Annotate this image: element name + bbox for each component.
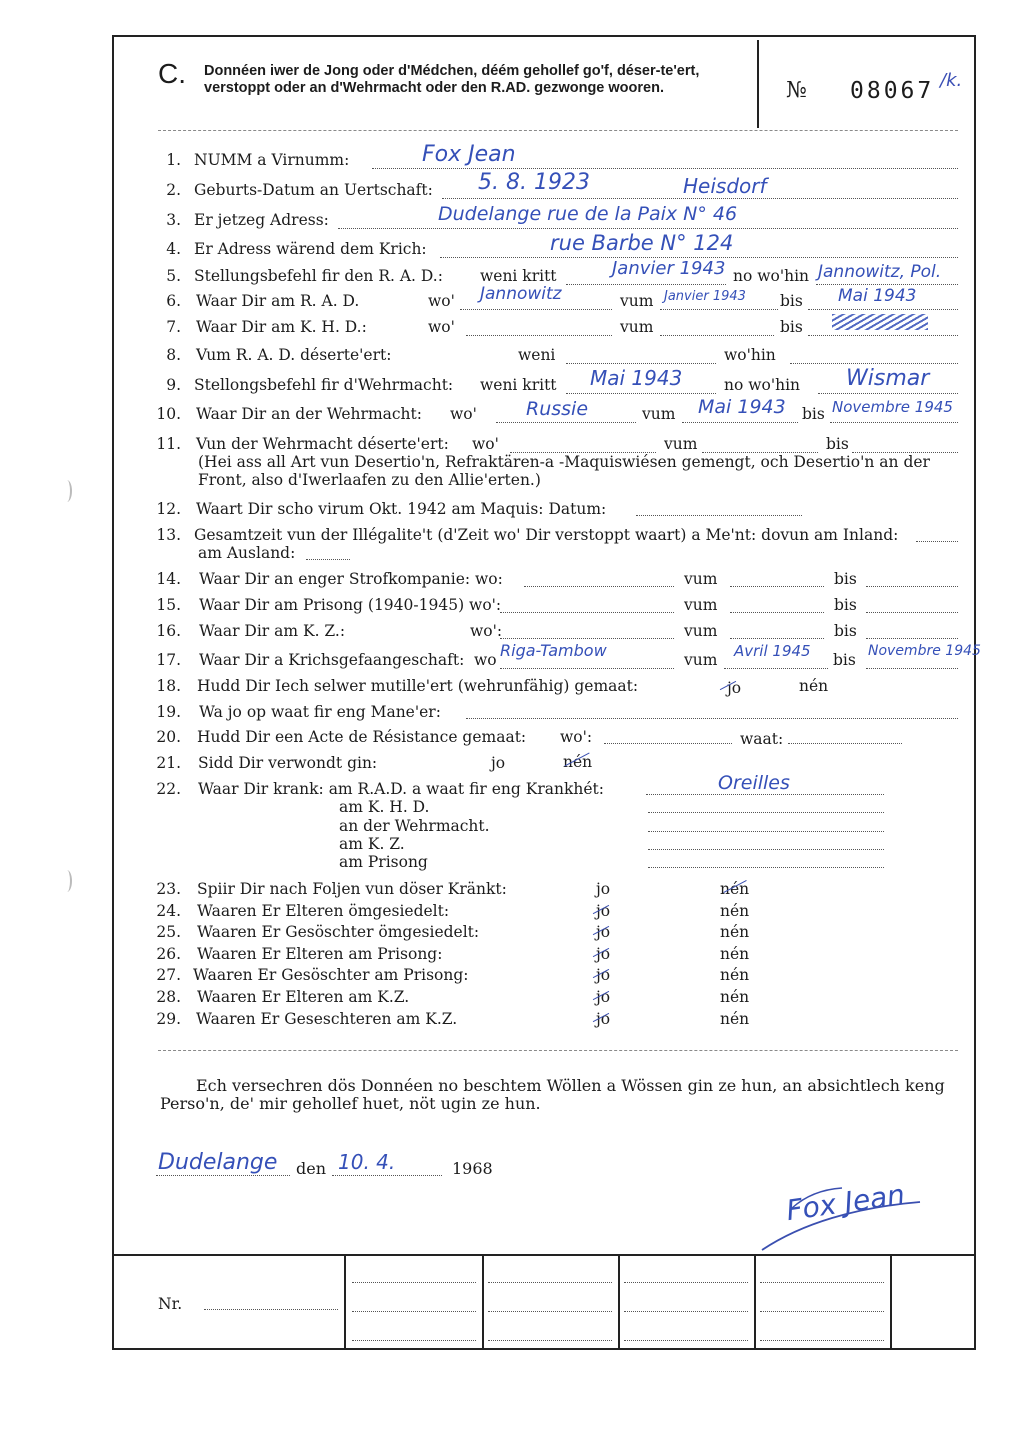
q26-number: 26. [156, 945, 181, 963]
q22-rad-value[interactable]: Oreilles [718, 772, 790, 794]
q26-yes[interactable]: jo [596, 945, 611, 963]
q7-crossed-out-entry [832, 314, 928, 330]
q7-to-label: bis [780, 318, 803, 336]
q7-to-line [808, 335, 958, 336]
q10-to-line [830, 422, 958, 423]
q2-label: Geburts-Datum an Uertschaft: [194, 181, 433, 199]
q8-when-line [566, 363, 716, 364]
form-title: Donnéen iwer de Jong oder d'Médchen, déém gehollef go'f, déser-te'ert, verstoppt oder an d'Wehrmacht oder den R.AD. gezwonge wooren. [204, 63, 700, 96]
q22-khd-line [648, 812, 884, 813]
q6-where-value[interactable]: Jannowitz [480, 284, 562, 304]
q25-label: Waaren Er Gesöschter ömgesiedelt: [197, 923, 480, 941]
q5-when-line [566, 284, 726, 285]
q24-yes[interactable]: jo [596, 902, 611, 920]
q17-where-label: wo [474, 651, 497, 669]
q28-label: Waaren Er Elteren am K.Z. [197, 988, 410, 1006]
q7-label: Waar Dir am K. H. D.: [196, 318, 367, 336]
section-letter: C. [158, 58, 186, 89]
footer-cell-3-line-2 [624, 1311, 748, 1312]
q16-where-label: wo': [470, 622, 503, 640]
q1-number: 1. [166, 151, 181, 169]
q14-number: 14. [156, 570, 181, 588]
q22-wehrmacht-label: an der Wehrmacht. [339, 817, 490, 835]
q28-yes[interactable]: jo [596, 988, 611, 1006]
q22-kz-line [648, 849, 884, 850]
date-year: 1968 [452, 1159, 493, 1178]
q11-number: 11. [156, 435, 181, 453]
q19-number: 19. [156, 703, 181, 721]
q16-to-line [866, 638, 958, 639]
q5-where-label: no wo'hin [733, 267, 810, 285]
q19-label: Wa jo op waat fir eng Mane'er: [199, 703, 441, 721]
q24-number: 24. [156, 902, 181, 920]
q20-what-line [788, 743, 902, 744]
q4-value[interactable]: rue Barbe N° 124 [550, 231, 734, 255]
q5-label: Stellungsbefehl fir den R. A. D.: [194, 267, 443, 285]
footer-divider-4 [754, 1256, 756, 1348]
q16-from-label: vum [684, 622, 718, 640]
q14-where-line [524, 586, 674, 587]
q22-prisong-line [648, 867, 884, 868]
q9-where-line [818, 393, 958, 394]
q27-number: 27. [156, 966, 181, 984]
questions-end-rule [158, 1050, 958, 1051]
q13-number: 13. [156, 526, 181, 544]
signature[interactable]: Fox Jean [784, 1177, 907, 1228]
footer-cell-2-line-2 [488, 1311, 612, 1312]
footer-cell-3-line-3 [624, 1340, 748, 1341]
q10-from-label: vum [642, 405, 676, 423]
q21-yes[interactable]: jo [491, 754, 506, 772]
q25-number: 25. [156, 923, 181, 941]
q10-from-value[interactable]: Mai 1943 [698, 396, 786, 418]
form-number: 08067 [850, 78, 935, 104]
q6-to-label: bis [780, 292, 803, 310]
q6-from-value[interactable]: Janvier 1943 [664, 289, 746, 304]
q10-where-value[interactable]: Russie [526, 398, 589, 420]
q17-from-line [724, 668, 828, 669]
q10-where-label: wo' [450, 405, 477, 423]
q10-to-label: bis [802, 405, 825, 423]
q16-label: Waar Dir am K. Z.: [199, 622, 346, 640]
q21-no[interactable]: nén [563, 753, 593, 771]
q29-no[interactable]: nén [720, 1010, 750, 1028]
q10-to-value[interactable]: Novembre 1945 [832, 398, 953, 416]
q20-what-label: waat: [740, 730, 784, 748]
q15-label: Waar Dir am Prisong (1940-1945) wo': [199, 596, 502, 614]
q3-number: 3. [166, 211, 181, 229]
q29-yes[interactable]: jo [596, 1010, 611, 1028]
q5-where-value[interactable]: Jannowitz, Pol. [818, 262, 942, 282]
q15-to-label: bis [834, 596, 857, 614]
q26-label: Waaren Er Elteren am Prisong: [197, 945, 443, 963]
q11-note-line1: (Hei ass all Art vun Desertio'n, Refraktären-a -Maquiswiésen gemengt, och Desertio'n an der [198, 453, 930, 471]
q17-to-value[interactable]: Novembre 1945 [868, 643, 981, 659]
q15-from-line [730, 612, 824, 613]
q6-to-value[interactable]: Mai 1943 [838, 286, 917, 306]
q11-where-label: wo' [472, 435, 499, 453]
q3-label: Er jetzeg Adress: [194, 211, 329, 229]
footer-nr-label: Nr. [158, 1295, 183, 1313]
q22-number: 22. [156, 780, 181, 798]
footer-cell-2-line-3 [488, 1340, 612, 1341]
q9-where-value[interactable]: Wismar [846, 366, 930, 391]
q22-khd-label: am K. H. D. [339, 798, 430, 816]
q25-yes[interactable]: jo [596, 923, 611, 941]
number-sign: № [786, 78, 807, 103]
q4-label: Er Adress wärend dem Krich: [194, 240, 427, 258]
q28-number: 28. [156, 988, 181, 1006]
q17-where-value[interactable]: Riga-Tambow [500, 641, 607, 660]
q6-label: Waar Dir am R. A. D. [196, 292, 360, 310]
q6-to-line [808, 309, 958, 310]
q5-number: 5. [166, 267, 181, 285]
punch-hole-1 [62, 480, 72, 502]
q2-place[interactable]: Heisdorf [683, 174, 767, 198]
q14-from-label: vum [684, 570, 718, 588]
q1-line [372, 168, 958, 169]
q8-when-label: weni [518, 346, 556, 364]
q17-where-line [500, 668, 674, 669]
q1-label: NUMM a Virnumm: [194, 151, 350, 169]
q12-number: 12. [156, 500, 181, 518]
q22-rad-line [646, 794, 884, 795]
q27-label: Waaren Er Gesöschter am Prisong: [193, 966, 469, 984]
signature-flourish [752, 1177, 928, 1260]
q3-value[interactable]: Dudelange rue de la Paix N° 46 [438, 203, 738, 225]
q14-label: Waar Dir an enger Strofkompanie: wo: [199, 570, 503, 588]
q11-label: Vun der Wehrmacht déserte'ert: [196, 435, 449, 453]
q11-note-line2: Front, also d'Iwerlaafen zu den Allie'erten.) [198, 471, 541, 489]
q18-number: 18. [156, 677, 181, 695]
q13-abroad-label: am Ausland: [198, 544, 296, 562]
q2-number: 2. [166, 181, 181, 199]
q2-date[interactable]: 5. 8. 1923 [478, 170, 590, 195]
q24-no[interactable]: nén [720, 902, 750, 920]
q15-where-line [500, 612, 674, 613]
q16-from-line [730, 638, 824, 639]
q25-no[interactable]: nén [720, 923, 750, 941]
q10-from-line [682, 422, 798, 423]
footer-cell-2-line-1 [488, 1282, 612, 1283]
q28-no[interactable]: nén [720, 988, 750, 1006]
q4-number: 4. [166, 240, 181, 258]
q5-where-line [816, 284, 958, 285]
q23-number: 23. [156, 880, 181, 898]
q22-wehrmacht-line [648, 831, 884, 832]
q20-number: 20. [156, 728, 181, 746]
q20-label: Hudd Dir een Acte de Résistance gemaat: [197, 728, 527, 746]
q29-number: 29. [156, 1010, 181, 1028]
q22-prisong-label: am Prisong [339, 853, 428, 871]
q8-number: 8. [166, 346, 181, 364]
q14-to-line [866, 586, 958, 587]
q13-inland-line [916, 541, 958, 542]
header-divider [757, 40, 759, 128]
q29-label: Waaren Er Geseschteren am K.Z. [196, 1010, 458, 1028]
q26-no[interactable]: nén [720, 945, 750, 963]
q7-where-label: wo' [428, 318, 455, 336]
q16-where-line [500, 638, 674, 639]
q24-label: Waaren Er Elteren ömgesiedelt: [197, 902, 450, 920]
q5-when-value[interactable]: Janvier 1943 [612, 258, 726, 279]
footer-cell-1-line-3 [352, 1340, 476, 1341]
q7-number: 7. [166, 318, 181, 336]
q23-no[interactable]: nén [720, 880, 750, 898]
q17-label: Waar Dir a Krichsgefaangeschaft: [199, 651, 465, 669]
header-rule [158, 130, 958, 131]
date-value[interactable]: 10. 4. [338, 1150, 396, 1174]
q9-where-label: no wo'hin [724, 376, 801, 394]
q18-yes[interactable]: jo [727, 679, 742, 697]
declaration-line1: Ech versechren dös Donnéen no beschtem Wöllen a Wössen gin ze hun, an absichtlech keng [196, 1076, 945, 1095]
q21-label: Sidd Dir verwondt gin: [198, 754, 378, 772]
q17-to-line [866, 668, 958, 669]
q6-from-line [660, 309, 778, 310]
q20-where-line [604, 743, 732, 744]
q17-from-value[interactable]: Avril 1945 [734, 642, 811, 660]
q19-line [466, 718, 958, 719]
q12-line [636, 515, 802, 516]
place-line [156, 1175, 290, 1176]
q10-label: Waar Dir an der Wehrmacht: [196, 405, 422, 423]
q21-number: 21. [156, 754, 181, 772]
q8-where-label: wo'hin [724, 346, 776, 364]
q9-when-line [566, 393, 716, 394]
q17-number: 17. [156, 651, 181, 669]
q11-from-label: vum [664, 435, 698, 453]
q17-to-label: bis [833, 651, 856, 669]
q6-where-line [460, 309, 612, 310]
date-den-label: den [296, 1159, 327, 1178]
footer-divider-2 [482, 1256, 484, 1348]
q13-abroad-line [306, 559, 350, 560]
q18-no[interactable]: nén [799, 677, 829, 695]
q16-number: 16. [156, 622, 181, 640]
footer-divider-3 [618, 1256, 620, 1348]
punch-hole-2 [62, 870, 72, 892]
footer-divider-5 [890, 1256, 892, 1348]
footer-cell-3-line-1 [624, 1282, 748, 1283]
q12-label: Waart Dir scho virum Okt. 1942 am Maquis: Datum: [196, 500, 607, 518]
footer-cell-4-line-1 [760, 1282, 884, 1283]
q14-from-line [730, 586, 824, 587]
declaration-line2: Perso'n, de' mir gehollef huet, nöt ugin ze hun. [160, 1094, 541, 1113]
q10-where-line [496, 422, 636, 423]
footer-cell-1-line-1 [352, 1282, 476, 1283]
footer-cell-4-line-3 [760, 1340, 884, 1341]
q6-where-label: wo' [428, 292, 455, 310]
q6-from-label: vum [620, 292, 654, 310]
place-value[interactable]: Dudelange [158, 1150, 278, 1175]
q1-value[interactable]: Fox Jean [422, 142, 516, 167]
q14-to-label: bis [834, 570, 857, 588]
q10-number: 10. [156, 405, 181, 423]
q27-no[interactable]: nén [720, 966, 750, 984]
q16-to-label: bis [834, 622, 857, 640]
footer-cell-4-line-2 [760, 1311, 884, 1312]
q9-when-value[interactable]: Mai 1943 [590, 366, 683, 390]
q15-from-label: vum [684, 596, 718, 614]
q6-number: 6. [166, 292, 181, 310]
footer-cell-1-line-2 [352, 1311, 476, 1312]
q7-from-line [660, 335, 774, 336]
footer-nr-line [204, 1309, 338, 1310]
q22-kz-label: am K. Z. [339, 835, 405, 853]
handwritten-note: /k. [940, 70, 963, 91]
q22-label: Waar Dir krank: am R.A.D. a waat fir eng Krankhét: [198, 780, 604, 798]
q9-when-label: weni kritt [480, 376, 557, 394]
q20-where-label: wo': [560, 728, 593, 746]
q15-number: 15. [156, 596, 181, 614]
q17-from-label: vum [684, 651, 718, 669]
q23-label: Spiir Dir nach Foljen vun döser Kränkt: [197, 880, 507, 898]
q7-where-line [466, 335, 612, 336]
footer-divider-1 [344, 1256, 346, 1348]
q8-where-line [790, 363, 958, 364]
q15-to-line [866, 612, 958, 613]
q7-from-label: vum [620, 318, 654, 336]
q8-label: Vum R. A. D. déserte'ert: [196, 346, 392, 364]
date-line [332, 1175, 442, 1176]
q13-label: Gesamtzeit vun der Illégalite't (d'Zeit wo' Dir verstoppt waart) a Me'nt: dovun am Inland: [194, 526, 899, 544]
q2-line [442, 198, 958, 199]
q11-to-label: bis [826, 435, 849, 453]
q27-yes[interactable]: jo [596, 966, 611, 984]
q9-number: 9. [166, 376, 181, 394]
footer-top-rule [112, 1254, 976, 1256]
q3-line [338, 228, 958, 229]
q23-yes[interactable]: jo [596, 880, 611, 898]
q18-label: Hudd Dir Iech selwer mutille'ert (wehrunfähig) gemaat: [197, 677, 639, 695]
q9-label: Stellongsbefehl fir d'Wehrmacht: [194, 376, 454, 394]
q5-when-label: weni kritt [480, 267, 557, 285]
